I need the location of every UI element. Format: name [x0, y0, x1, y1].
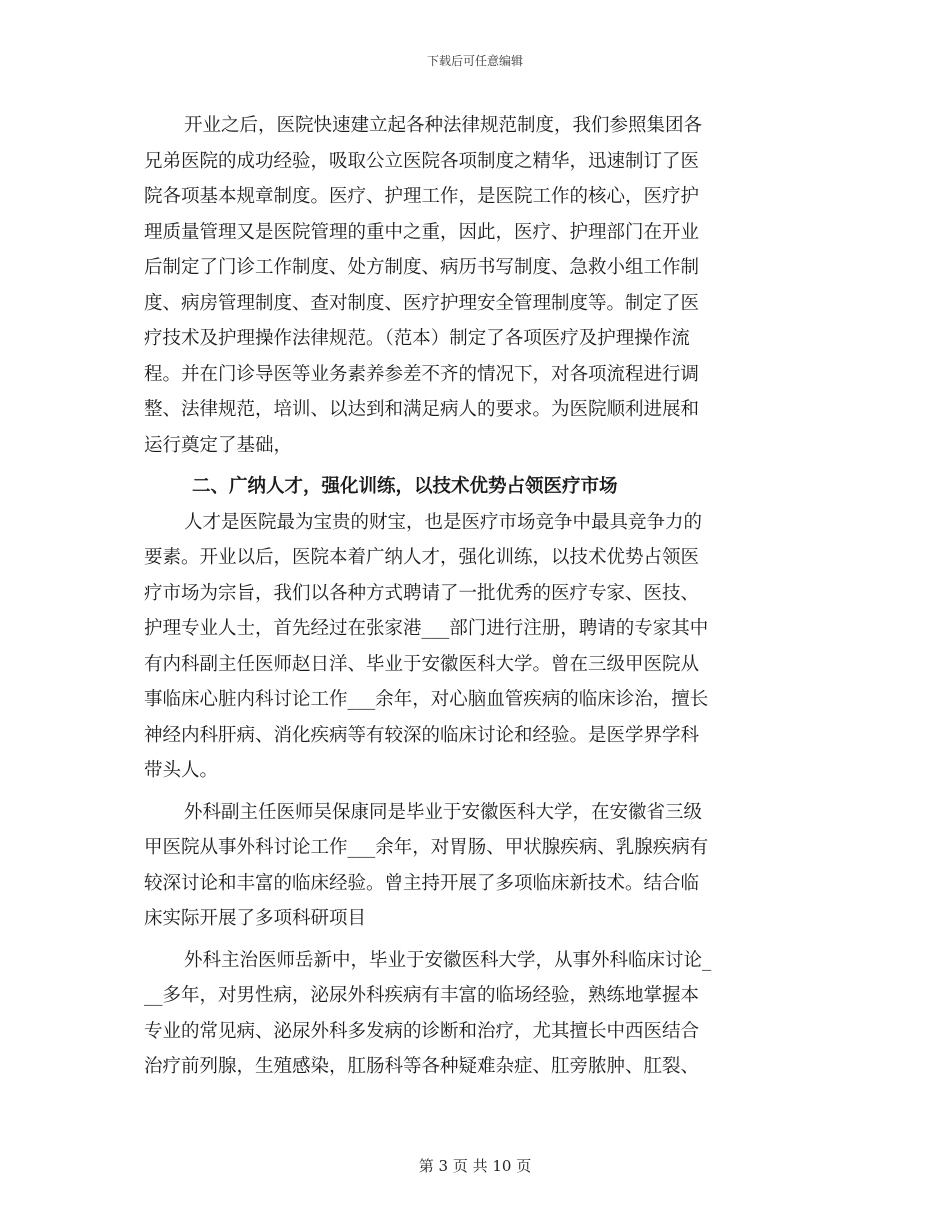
paragraph-line: 兄弟医院的成功经验，吸取公立医院各项制度之精华，迅速制订了医: [144, 150, 700, 172]
paragraph-line: 有内科副主任医师赵日洋、毕业于安徽医科大学。曾在三级甲医院从: [144, 653, 700, 675]
document-body: [144, 108, 808, 1085]
paragraph-line: 后制定了门诊工作制度、处方制度、病历书写制度、急救小组工作制: [144, 257, 700, 278]
section-heading: 二、广纳人才，强化训练，以技术优势占领医疗市场: [192, 476, 618, 497]
paragraph-line: 神经内科肝病、消化疾病等有较深的临床讨论和经验。是医学界学科: [144, 724, 700, 746]
paragraph-line: 人才是医院最为宝贵的财宝，也是医疗市场竞争中最具竞争力的: [184, 511, 703, 533]
page-header-note: 下载后可任意编辑: [426, 54, 523, 68]
page-number-footer: 第 3 页 共 10 页: [418, 1157, 532, 1175]
paragraph-4: [144, 943, 808, 1085]
paragraph-line: 较深讨论和丰富的临床经验。曾主持开展了多项临床新技术。结合临: [144, 872, 700, 894]
paragraph-line: 专业的常见病、泌尿外科多发病的诊断和治疗，尤其擅长中西医结合: [144, 1020, 700, 1042]
paragraph-line: 疗技术及护理操作法律规范。（范本）制定了各项医疗及护理操作流: [144, 328, 690, 349]
paragraph-line: 开业之后，医院快速建立起各种法律规范制度，我们参照集团各: [184, 115, 703, 136]
paragraph-line: 理质量管理又是医院管理的重中之重，因此，医疗、护理部门在开业: [144, 221, 700, 243]
paragraph-line: 疗市场为宗旨，我们以各种方式聘请了一批优秀的医疗专家、医技、: [144, 582, 700, 604]
paragraph-line: 外科副主任医师吴保康同是毕业于安徽医科大学，在安徽省三级: [184, 801, 703, 823]
paragraph-3: [144, 795, 808, 937]
paragraph-line: 外科主治医师岳新中，毕业于安徽医科大学，从事外科临床讨论_: [184, 949, 712, 971]
paragraph-line: 要素。开业以后，医院本着广纳人才，强化训练，以技术优势占领医: [144, 547, 700, 568]
paragraph-line: 院各项基本规章制度。医疗、护理工作，是医院工作的核心，医疗护: [144, 186, 700, 207]
paragraph-line: __多年，对男性病，泌尿外科疾病有丰富的临场经验，熟练地掌握本: [144, 985, 700, 1006]
paragraph-line: 治疗前列腺，生殖感染，肛肠科等各种疑难杂症、肛旁脓肿、肛裂、: [144, 1056, 700, 1077]
paragraph-1: [144, 108, 808, 463]
paragraph-line: 甲医院从事外科讨论工作___余年，对胃肠、甲状腺疾病、乳腺疾病有: [144, 837, 709, 858]
paragraph-line: 护理专业人士，首先经过在张家港___部门进行注册，聘请的专家其中: [144, 618, 709, 639]
paragraph-line: 度、病房管理制度、查对制度、医疗护理安全管理制度等。制定了医: [144, 292, 700, 314]
paragraph-line: 程。并在门诊导医等业务素养参差不齐的情况下，对各项流程进行调: [144, 363, 700, 385]
paragraph-line: 床实际开展了多项科研项目: [144, 908, 367, 929]
paragraph-line: 整、法律规范，培训、以达到和满足病人的要求。为医院顺利进展和: [144, 399, 700, 420]
paragraph-line: 事临床心脏内科讨论工作___余年，对心脑血管疾病的临床诊治，擅长: [144, 689, 709, 710]
paragraph-2: [144, 505, 808, 789]
paragraph-line: 运行奠定了基础，: [144, 434, 293, 456]
paragraph-line: 带头人。: [144, 760, 219, 781]
